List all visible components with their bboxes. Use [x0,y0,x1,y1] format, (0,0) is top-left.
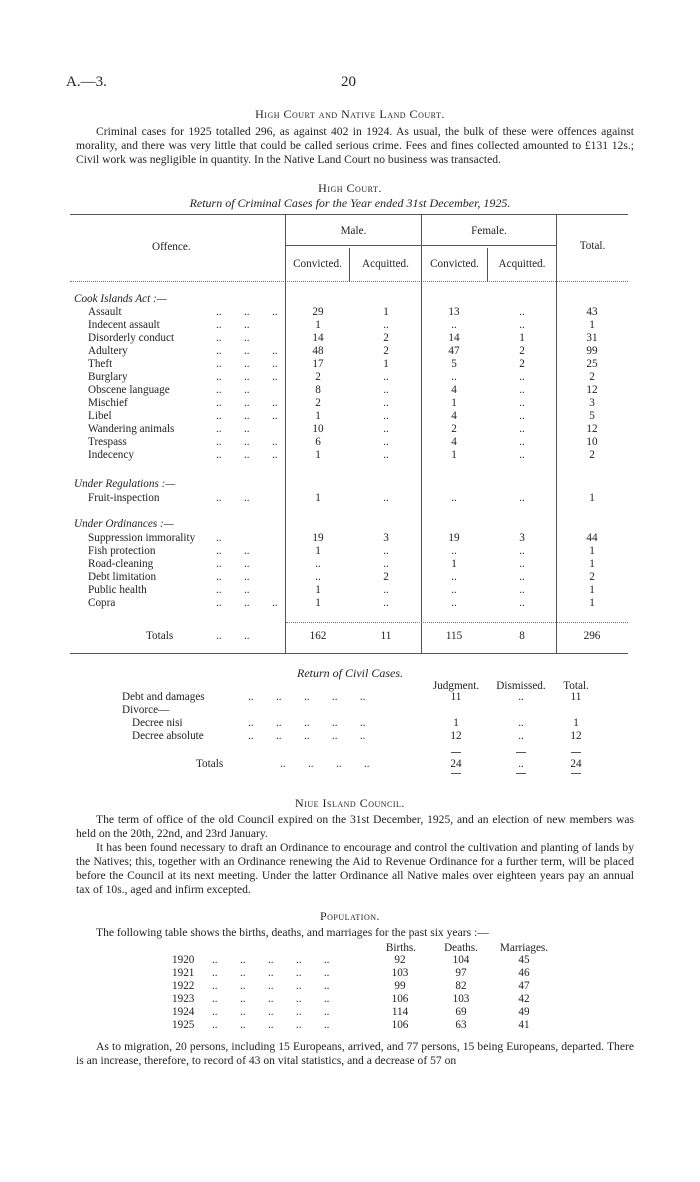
population-cell-b: 92 [394,954,406,966]
header-female-convicted: Convicted. [430,258,479,270]
civil-cell-j: 1 [453,717,459,729]
cell-ma: .. [383,597,389,609]
cell-t: 1 [589,492,595,504]
cell-t: 43 [586,306,598,318]
cell-fa: .. [519,384,525,396]
cell-fc: 47 [448,345,460,357]
cell-fa: .. [519,423,525,435]
offence-name: Obscene language [88,384,170,396]
offence-name: Suppression immorality [88,532,196,544]
leader-dots: .. .. [216,545,250,557]
cell-mc: 48 [312,345,324,357]
cell-fa: .. [519,571,525,583]
cell-mc: 1 [315,410,321,422]
criminal-return-title: Return of Criminal Cases for the Year ended 31st December, 1925. [189,196,511,210]
cell-t: 10 [586,436,598,448]
leader-dots: .. .. .. .. [280,758,370,770]
civil-cell-t: 11 [570,691,582,703]
cell-mc: .. [315,558,321,570]
cell-fa: .. [519,371,525,383]
cell-fc: 4 [451,436,457,448]
cell-fa: 1 [519,332,525,344]
leader-dots: .. .. [216,423,250,435]
population-year: 1920 [172,954,195,966]
population-cell-m: 42 [518,993,530,1005]
cell-fc: 5 [451,358,457,370]
header-offence: Offence. [152,241,191,253]
cell-fa: .. [519,449,525,461]
leader-dots: .. .. [216,571,250,583]
cell-fc: 2 [451,423,457,435]
population-closing: As to migration, 20 persons, including 15 Europeans, arrived, and 77 persons, 15 being Europeans, departed. There is an increase, therefore, to record of 43 on vital statistics, and a decrease of 57 on [76,1040,634,1067]
population-year: 1921 [172,967,195,979]
leader-dots: .. .. .. [216,371,278,383]
cell-mc: 1 [315,319,321,331]
cell-fc: 13 [448,306,460,318]
cell-ma: .. [383,584,389,596]
cell-t: 12 [586,384,598,396]
header-male: Male. [340,225,367,237]
cell-fa: .. [519,306,525,318]
leader-dots: .. .. [216,319,250,331]
header-marriages: Marriages. [499,942,549,954]
population-cell-m: 46 [518,967,530,979]
cell-fc: .. [451,545,457,557]
cell-t: 2 [589,371,595,383]
population-cell-d: 97 [455,967,467,979]
leader-dots: .. .. .. .. .. [212,993,330,1005]
cell-t: 44 [586,532,598,544]
totals-label: Totals [146,630,174,642]
cell-mc: 2 [315,371,321,383]
leader-dots: .. .. .. [216,358,278,370]
cell-t: 1 [589,584,595,596]
cell-t: 2 [589,571,595,583]
cell-ma: .. [383,319,389,331]
offence-name: Debt limitation [88,571,157,583]
leader-dots: .. .. .. .. .. [248,691,366,703]
population-year: 1922 [172,980,195,992]
cell-ma: .. [383,545,389,557]
section-under-ordinances: Under Ordinances :— [74,518,174,530]
cell-ma: .. [383,397,389,409]
cell-mc: 1 [315,584,321,596]
leader-dots: .. .. .. [216,449,278,461]
section-under-regulations: Under Regulations :— [74,478,176,490]
cell-mc: 19 [312,532,324,544]
offence-name: Trespass [88,436,127,448]
cell-ma: .. [383,492,389,504]
leader-dots: .. .. [216,492,250,504]
cell-fa: 3 [519,532,525,544]
leader-dots: .. .. .. [216,436,278,448]
population-cell-b: 99 [394,980,406,992]
population-cell-b: 106 [391,993,409,1005]
leader-dots: .. .. [216,584,250,596]
offence-name: Road-cleaning [88,558,154,570]
cell-ma: .. [383,558,389,570]
cell-fc: .. [451,571,457,583]
population-cell-d: 103 [452,993,470,1005]
offence-name: Fish protection [88,545,156,557]
header-total: Total. [579,240,606,252]
total-cell-t: 296 [583,630,601,642]
offence-name: Assault [88,306,122,318]
cell-mc: 1 [315,449,321,461]
header-dismissed: Dismissed. [496,680,546,692]
civil-cell-t: 1 [573,717,579,729]
cell-ma: 2 [383,571,389,583]
cell-fa: .. [519,545,525,557]
population-cell-m: 49 [518,1006,530,1018]
cell-fc: .. [451,319,457,331]
offence-name: Copra [88,597,116,609]
leader-dots: .. .. .. [216,397,278,409]
cell-mc: 1 [315,492,321,504]
header-deaths: Deaths. [444,942,478,954]
population-cell-d: 69 [455,1006,467,1018]
leader-dots: .. .. .. .. .. [248,717,366,729]
civil-cell-t: 12 [570,730,582,742]
section-heading-population: Population. [319,909,381,923]
leader-dots: .. .. .. [216,410,278,422]
civil-total-cell-t: 24 [570,758,582,770]
population-cell-b: 103 [391,967,409,979]
cell-ma: .. [383,449,389,461]
cell-t: 1 [589,597,595,609]
civil-cell-d: .. [518,717,524,729]
header-female-acquitted: Acquitted. [498,258,546,270]
population-cell-m: 47 [518,980,530,992]
offence-name: Burglary [88,371,128,383]
cell-mc: 8 [315,384,321,396]
sub-heading-high-court: High Court. [318,181,382,195]
cell-t: 1 [589,545,595,557]
total-cell-fa: 8 [519,630,525,642]
header-male-acquitted: Acquitted. [362,258,409,270]
leader-dots: .. [216,532,222,544]
cell-t: 99 [586,345,598,357]
leader-dots: .. .. .. .. .. [212,1006,330,1018]
cell-ma: 3 [383,532,389,544]
cell-fc: .. [451,584,457,596]
cell-fa: .. [519,584,525,596]
civil-total-cell-d: .. [518,758,524,770]
cell-fc: 1 [451,397,457,409]
offence-name: Adultery [88,345,128,357]
total-cell-fc: 115 [445,630,463,642]
header-judgment: Judgment. [432,680,480,692]
offence-name: Theft [88,358,113,370]
total-cell-mc: 162 [309,630,327,642]
cell-ma: 2 [383,332,389,344]
leader-dots: .. .. .. .. .. [212,954,330,966]
cell-mc: 29 [312,306,324,318]
offence-name: Wandering animals [88,423,175,435]
leader-dots: .. .. [216,630,250,642]
leader-dots: .. .. .. .. .. [212,980,330,992]
population-year: 1923 [172,993,195,1005]
cell-t: 2 [589,449,595,461]
civil-total-cell-j: 24 [450,758,462,770]
cell-ma: .. [383,436,389,448]
offence-name: Disorderly conduct [88,332,175,344]
leader-dots: .. .. .. .. .. [248,730,366,742]
cell-fc: 14 [448,332,460,344]
leader-dots: .. .. .. [216,345,278,357]
page-reference: A.—3. [66,74,107,90]
population-cell-d: 104 [452,954,470,966]
cell-mc: 10 [312,423,324,435]
section-heading-niue-council: Niue Island Council. [295,796,405,810]
population-year: 1924 [172,1006,195,1018]
header-civil-total: Total. [563,680,589,692]
cell-ma: .. [383,423,389,435]
civil-cell-d: .. [518,691,524,703]
population-cell-b: 106 [391,1019,409,1031]
cell-t: 3 [589,397,595,409]
cell-mc: 2 [315,397,321,409]
offence-name: Mischief [88,397,128,409]
population-year: 1925 [172,1019,195,1031]
offence-name: Fruit-inspection [88,492,160,504]
cell-ma: .. [383,410,389,422]
civil-case-name: Divorce— [122,704,170,716]
niue-council-paragraph-2: It has been found necessary to draft an Ordinance to encourage and control the cultivation and planting of lands by the Natives; this, together with an Ordinance renewing the Aid to Revenue Ordinance for a further term, will be placed before the Council at its next meeting. Under the latter Ordinance all Native males over eighteen years pay an annual tax of 10s., aged and infirm excepted. [76,841,634,896]
cell-mc: 1 [315,545,321,557]
leader-dots: .. .. [216,558,250,570]
civil-return-title: Return of Civil Cases. [297,666,403,680]
cell-fc: .. [451,597,457,609]
header-female: Female. [471,225,507,237]
cell-ma: 2 [383,345,389,357]
cell-ma: 1 [383,358,389,370]
cell-t: 12 [586,423,598,435]
cell-fa: .. [519,397,525,409]
cell-mc: 6 [315,436,321,448]
civil-case-name: Debt and damages [122,691,205,703]
cell-fc: 1 [451,449,457,461]
cell-fa: 2 [519,358,525,370]
leader-dots: .. .. .. [216,306,278,318]
leader-dots: .. .. .. .. .. [212,1019,330,1031]
cell-fc: 4 [451,410,457,422]
cell-fc: .. [451,371,457,383]
section-cook-islands-act: Cook Islands Act :— [74,293,167,305]
cell-fc: 1 [451,558,457,570]
cell-ma: .. [383,371,389,383]
niue-council-paragraph-1: The term of office of the old Council expired on the 31st December, 1925, and an election of new members was held on the 20th, 22nd, and 23rd January. [76,813,634,840]
section-heading-high-court: High Court and Native Land Court. [255,107,445,121]
cell-fa: .. [519,558,525,570]
leader-dots: .. .. [216,384,250,396]
cell-mc: 14 [312,332,324,344]
population-cell-d: 82 [455,980,467,992]
population-cell-d: 63 [455,1019,467,1031]
civil-case-name: Decree absolute [132,730,204,742]
cell-mc: 17 [312,358,324,370]
cell-fa: .. [519,436,525,448]
cell-fa: .. [519,319,525,331]
civil-totals-label: Totals [196,758,224,770]
cell-mc: 1 [315,597,321,609]
cell-t: 31 [586,332,598,344]
cell-fa: 2 [519,345,525,357]
cell-t: 1 [589,558,595,570]
offence-name: Libel [88,410,112,422]
cell-fa: .. [519,492,525,504]
high-court-intro: Criminal cases for 1925 totalled 296, as against 402 in 1924. As usual, the bulk of these were offences against morality, and there was very little that could be called serious crime. Fees and fines collected amounted to £131 12s.; Civil work was negligible in quantity. In the Native Land Court no business was transacted. [76,125,634,166]
leader-dots: .. .. .. [216,597,278,609]
cell-t: 1 [589,319,595,331]
cell-fc: 4 [451,384,457,396]
population-cell-m: 45 [518,954,530,966]
total-cell-ma: 11 [380,630,392,642]
civil-cell-j: 11 [450,691,462,703]
population-cell-m: 41 [518,1019,530,1031]
header-births: Births. [385,942,417,954]
leader-dots: .. .. .. .. .. [212,967,330,979]
cell-fc: .. [451,492,457,504]
cell-fa: .. [519,597,525,609]
cell-mc: .. [315,571,321,583]
civil-cell-d: .. [518,730,524,742]
cell-ma: .. [383,384,389,396]
population-cell-b: 114 [391,1006,409,1018]
offence-name: Indecency [88,449,134,461]
cell-fa: .. [519,410,525,422]
offence-name: Public health [88,584,147,596]
leader-dots: .. .. [216,332,250,344]
cell-t: 25 [586,358,598,370]
offence-name: Indecent assault [88,319,160,331]
cell-fc: 19 [448,532,460,544]
cell-t: 5 [589,410,595,422]
civil-cell-j: 12 [450,730,462,742]
population-intro: The following table shows the births, deaths, and marriages for the past six years :— [96,926,489,939]
page-number: 20 [341,74,356,90]
header-male-convicted: Convicted. [293,258,342,270]
civil-case-name: Decree nisi [132,717,183,729]
cell-ma: 1 [383,306,389,318]
